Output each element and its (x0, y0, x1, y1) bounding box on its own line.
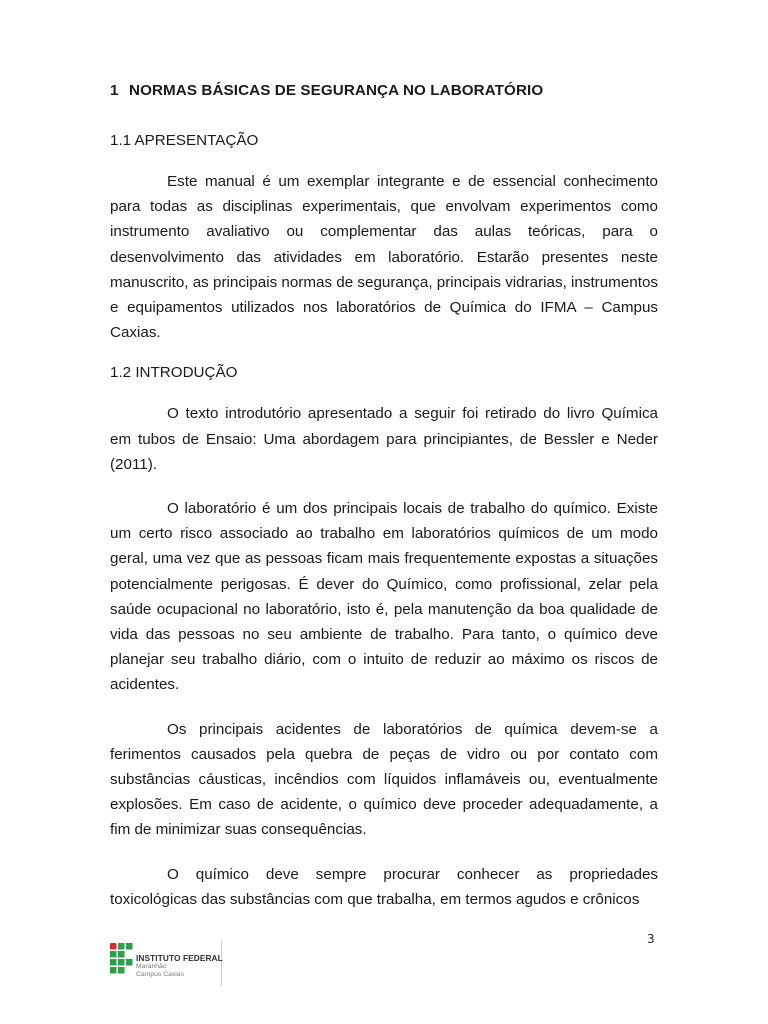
section-heading-introducao: 1.2 INTRODUÇÃO (110, 364, 238, 382)
page-number: 3 (647, 932, 655, 946)
paragraph-introducao-source: O texto introdutório apresentado a seguir foi retirado do livro Química em tubos de Ensaio: Uma abordagem para principiantes, de Bessler e Neder (2011). (110, 405, 658, 473)
page-content (110, 82, 658, 912)
chapter-title: NORMAS BÁSICAS DE SEGURANÇA NO LABORATÓRIO (129, 82, 544, 99)
chapter-number: 1 (110, 82, 119, 99)
paragraph-acidentes: Os principais acidentes de laboratórios de química devem-se a ferimentos causados pela quebra de peças de vidro ou por contato com substâncias cáusticas, incêndios com líquidos inflamáveis ou, eventualmente explosões. Em caso de acidente, o químico deve proceder adequadamente, a fim de minimizar suas consequências. (110, 720, 658, 839)
logo-institution-name: INSTITUTO FEDERAL (136, 953, 223, 963)
institution-logo (110, 943, 230, 983)
paragraph-laboratorio: O laboratório é um dos principais locais de trabalho do químico. Existe um certo risco associado ao trabalho em laboratórios químicos de um modo geral, uma vez que as pessoas ficam mais frequentemente expostas a situações potencialmente perigosas. É dever do Químico, como profissional, zelar pela saúde ocupacional no laboratório, isto é, pela manutenção da boa qualidade de vida das pessoas no seu ambiente de trabalho. Para tanto, o químico deve planejar seu trabalho diário, com o intuito de reduzir ao máximo os riscos de acidentes. (110, 500, 658, 694)
logo-campus: Campus Caxias (136, 970, 184, 978)
logo-text (136, 954, 223, 978)
chapter-heading (110, 82, 658, 99)
paragraph-apresentacao: Este manual é um exemplar integrante e de essencial conhecimento para todas as disciplinas experimentais, que envolvam experimentos como instrumento avaliativo ou complementar das aulas teóricas, para o desenvolvimento das atividades em laboratório. Estarão presentes neste manuscrito, as principais normas de segurança, principais vidrarias, instrumentos e equipamentos utilizados nos laboratórios de Química do IFMA – Campus Caxias. (110, 173, 658, 342)
paragraph-propriedades: O químico deve sempre procurar conhecer as propriedades toxicológicas das substâncias com que trabalha, em termos agudos e crônicos (110, 865, 658, 908)
section-heading-apresentacao: 1.1 APRESENTAÇÃO (110, 132, 259, 149)
logo-state: Maranhão (136, 963, 167, 970)
